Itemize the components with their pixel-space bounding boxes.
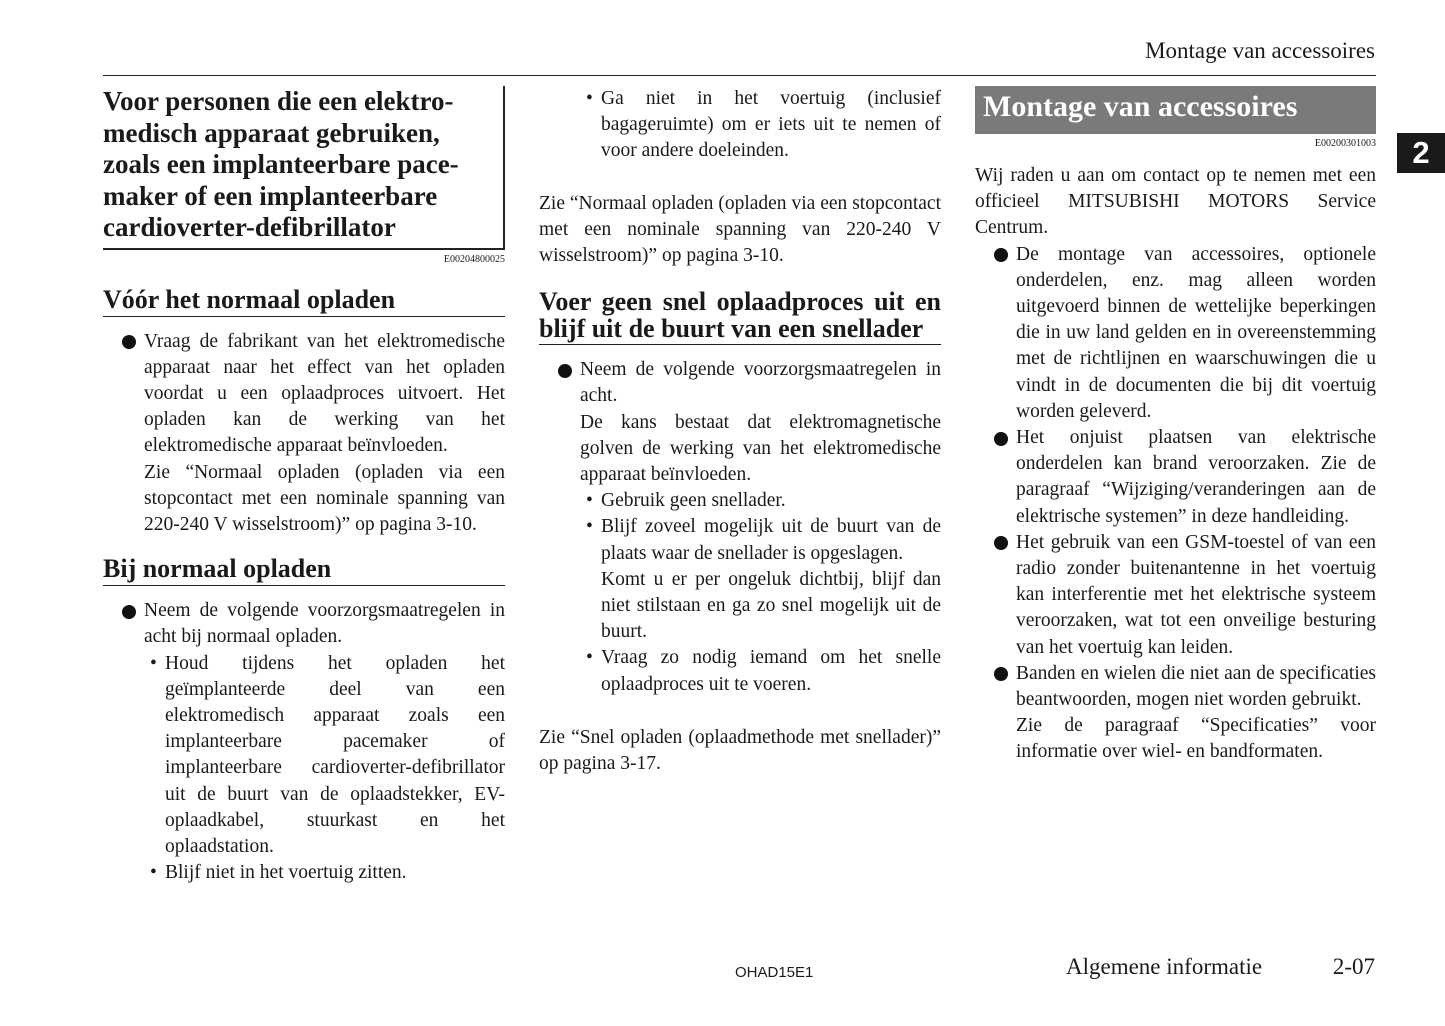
bullet-item: De montage van accessoires, optionele onderdelen, enz. mag alleen worden uitgevoerd binnen de wettelijke beperkingen die in uw land gelden en in overeenstemming met de richtlijnen en waarschuwingen die u vindt in de documenten die bij dit voertuig worden geleverd. xyxy=(975,242,1376,425)
section-heading: Bij normaal opladen xyxy=(103,555,505,586)
cross-reference: Zie “Normaal opladen (opladen via een stopcontact met een nominale spanning van 220-240 V wisselstroom)” op pagina 3-10. xyxy=(144,461,505,535)
document-code: OHAD15E1 xyxy=(735,964,814,981)
boxed-heading xyxy=(103,86,505,250)
sub-bullet-icon: • xyxy=(586,647,593,669)
cross-reference: Zie “Snel opladen (oplaadmethode met snellader)” op pagina 3-17. xyxy=(539,726,941,775)
bullet-dot-icon xyxy=(558,364,572,378)
bullet-item: Banden en wielen die niet aan de specificaties beantwoorden, mogen niet worden gebruikt. xyxy=(975,661,1376,713)
bullet-dot-icon xyxy=(122,605,136,619)
running-header: Montage van accessoires xyxy=(1145,38,1375,63)
box-heading-title: Voor personen die een elektro- medisch apparaat gebruiken, zoals een implanteerbare pace- maker of een implanteerbare cardioverter-defibrillator xyxy=(103,86,459,242)
sub-bullet-item: • Vraag zo nodig iemand om het snelle oplaadproces uit te voeren. xyxy=(586,647,941,695)
sub-bullet-item: • Gebruik geen snellader. xyxy=(539,488,941,514)
bullet-item: Het gebruik van een GSM-toestel of van een radio zonder buitenantenne in het voertuig kan interferentie met het elektrische systeem veroorzaken, wat tot een onveilige besturing van het voertuig kan leiden. xyxy=(975,530,1376,661)
sub-bullet-icon: • xyxy=(586,88,593,109)
bullet-dot-icon xyxy=(994,536,1008,550)
bullet-item: Neem de volgende voorzorgsmaatregelen in acht bij normaal opladen. xyxy=(103,598,505,650)
bullet-dot-icon xyxy=(122,335,136,349)
bullet-continuation: Zie de paragraaf “Specificaties” voor informatie over wiel- en bandformaten. xyxy=(1016,715,1376,763)
bullet-dot-icon xyxy=(994,667,1008,681)
sub-bullet-continuation: Komt u er per ongeluk dichtbij, blijf dan niet stilstaan en ga zo snel mogelijk uit de buurt. xyxy=(601,568,941,643)
sub-bullet-item: • Houd tijdens het opladen het geïmplanteerde deel van een elektromedisch apparaat zoals een implanteerbare pacemaker of implanteerbare cardioverter-defibrillator uit de buurt van de oplaadstekker, EV-oplaadkabel, stuurkast en het oplaadstation. xyxy=(150,652,505,857)
column-1 xyxy=(103,86,505,886)
sub-bullet-icon: • xyxy=(586,490,593,512)
section-heading: Voer geen snel oplaadproces uit en blijf uit de buurt van een snellader xyxy=(539,289,941,345)
chapter-tab: 2 xyxy=(1397,133,1445,173)
column-3 xyxy=(975,86,1376,766)
bullet-item: Vraag de fabrikant van het elektromedische apparaat naar het effect van het opladen voordat u een oplaadproces uitvoert. Het opladen kan de werking van het elektromedische apparaat beïnvloeden. xyxy=(103,329,505,460)
sub-bullet-item: • Ga niet in het voertuig (inclusief bagageruimte) om er iets uit te nemen of voor andere doeleinden. xyxy=(586,88,941,162)
footer-section-name: Algemene informatie xyxy=(1066,954,1263,979)
sub-bullet-item: • Blijf zoveel mogelijk uit de buurt van de plaats waar de snellader is opgeslagen. xyxy=(586,516,941,564)
sub-bullet-icon: • xyxy=(150,862,157,884)
bullet-dot-icon xyxy=(994,248,1008,262)
intro-paragraph: Wij raden u aan om contact op te nemen met een officieel MITSUBISHI MOTORS Service Centrum. xyxy=(975,165,1376,239)
bullet-continuation: De kans bestaat dat elektromagnetische golven de werking van het elektromedische apparaat beïnvloeden. xyxy=(580,411,941,486)
sub-bullet-icon: • xyxy=(150,652,157,674)
page-number: 2-07 xyxy=(1332,954,1375,979)
bullet-dot-icon xyxy=(994,432,1008,446)
sub-bullet-item: • Blijf niet in het voertuig zitten. xyxy=(103,860,505,886)
sub-bullet-icon: • xyxy=(586,516,593,538)
cross-reference: Zie “Normaal opladen (opladen via een stopcontact met een nominale spanning van 220-240 V wisselstroom)” op pagina 3-10. xyxy=(539,192,941,267)
section-heading: Vóór het normaal opladen xyxy=(103,286,505,317)
section-code: E00200301003 xyxy=(1314,138,1376,149)
section-title-box: Montage van accessoires xyxy=(975,86,1376,134)
bullet-item: Het onjuist plaatsen van elektrische onderdelen kan brand veroorzaken. Zie de paragraaf “Wijziging/veranderingen aan de elektrische systemen” in deze handleiding. xyxy=(975,425,1376,530)
bullet-item: Neem de volgende voorzorgsmaatregelen in acht. xyxy=(539,357,941,409)
header-rule xyxy=(103,75,1376,76)
section-code: E00204800025 xyxy=(443,253,505,265)
column-2 xyxy=(539,86,941,777)
